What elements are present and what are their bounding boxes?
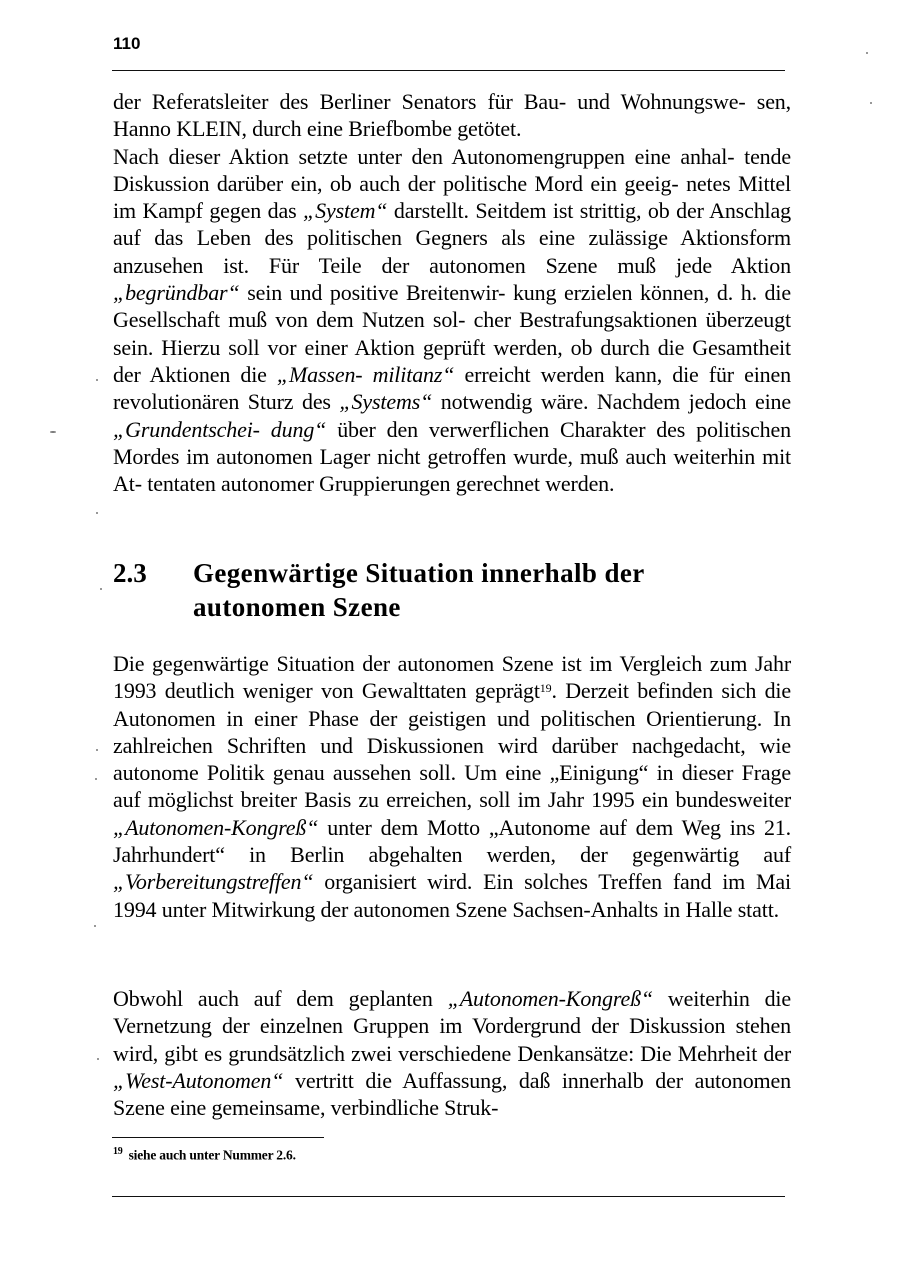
quoted-term: „Autonomen-Kongreß“	[447, 986, 654, 1011]
text-run: . Derzeit befinden sich die Autonomen in einer Phase der geistigen und politischen Orientierung. In zahlreichen Schriften und Diskussionen wird darüber nachgedacht, wie autonome Politik genau aussehen soll. Um eine „Einigung“ in dieser Frage auf möglichst breiter Basis zu erreichen, soll im Jahr 1995 ein bundesweiter	[113, 678, 791, 813]
footnote	[113, 1146, 296, 1164]
text-run: Die gegenwärtige Situation der autonomen Szene ist im Vergleich zum Jahr 1993 deutlich weniger von Gewalttaten geprägt	[113, 651, 791, 704]
text-line: strittig, ob der Anschlag auf das Leben des politischen Gegners als	[113, 198, 791, 251]
footnote-marker: 19	[113, 1146, 123, 1157]
text-run: organisiert wird. Ein solches Treffen fand im Mai 1994 unter Mitwirkung der autonomen Szene Sachsen-Anhalts in Halle statt.	[113, 869, 791, 922]
text-line: geprüft werden, ob durch die Gesamtheit der Aktionen die	[113, 334, 791, 387]
quoted-term: „Vorbereitungstreffen“	[113, 869, 314, 895]
paragraph-3	[113, 985, 791, 1121]
scan-speck	[50, 431, 56, 433]
quoted-term: „Autonomen-Kongreß“	[113, 814, 319, 840]
text-line: eine zulässige Aktionsform anzusehen ist. Für Teile der autonomen	[113, 225, 791, 278]
text-line: kung erzielen können, d. h. die Gesellschaft muß von dem Nutzen sol-	[113, 280, 791, 333]
text-line: tende Diskussion darüber ein, ob auch der politische Mord ein geeig-	[113, 143, 792, 196]
scan-speck	[100, 588, 102, 590]
scan-speck	[96, 749, 98, 751]
scan-speck	[94, 925, 96, 927]
quoted-term: dung“	[270, 416, 327, 442]
text-line: Szene muß jede Aktion	[545, 252, 792, 278]
quoted-term: „Grundentschei-	[113, 416, 260, 442]
quoted-term: „Systems“	[339, 389, 433, 415]
footnote-rule	[112, 1137, 324, 1138]
section-number: 2.3	[113, 558, 147, 588]
scan-speck	[97, 1058, 99, 1060]
text-line: erreicht werden kann, die für einen revolutionären Sturz des	[113, 361, 791, 415]
text-line: autonomen Lager nicht getroffen wurde, muß auch weiterhin mit At-	[113, 443, 791, 497]
text-line: tentaten autonomer Gruppierungen gerechnet werden.	[147, 471, 615, 497]
text-run: Obwohl auch auf dem geplanten	[113, 986, 448, 1011]
quoted-term: militanz“	[372, 361, 455, 387]
footer-rule	[112, 1196, 785, 1197]
text-line: Nach dieser Aktion setzte unter den Autonomengruppen eine anhal-	[113, 143, 735, 169]
scan-speck	[870, 102, 872, 104]
text-line: netes Mittel im Kampf gegen das	[113, 170, 791, 224]
text-line: darstellt. Seitdem ist	[387, 198, 574, 224]
footnote-reference: 19	[539, 681, 552, 696]
paragraph-1	[113, 88, 791, 497]
section-title-line: Gegenwärtige Situation innerhalb der	[193, 558, 645, 588]
page-number: 110	[113, 34, 141, 53]
section-title-line: autonomen Szene	[193, 592, 401, 622]
header-rule	[112, 70, 785, 71]
text-line: sein und positive Breitenwir-	[239, 280, 506, 306]
section-title	[193, 556, 753, 624]
scan-speck	[96, 379, 98, 381]
text-run: weiterhin die Vernetzung der einzelnen Gruppen im Vordergrund der Diskussion stehen wird, gibt es grundsätzlich zwei verschiedene Denkansätze: Die Mehrheit der	[113, 986, 791, 1066]
footnote-text: siehe auch unter Nummer 2.6.	[128, 1147, 296, 1163]
scan-speck	[866, 52, 868, 54]
text-run: vertritt die Auffassung, daß innerhalb der autonomen Szene eine gemeinsame, verbindliche Struk-	[113, 1067, 791, 1121]
text-line: cher Bestrafungsaktionen überzeugt sein. Hierzu soll vor einer Aktion	[113, 307, 791, 360]
scan-speck	[96, 512, 98, 514]
text-line: über den verwerflichen Charakter des politischen Mordes im	[113, 416, 791, 469]
paragraph-2	[113, 650, 791, 923]
quoted-term: „begründbar“	[113, 280, 240, 306]
quoted-term: „West-Autonomen“	[113, 1067, 284, 1093]
text-line: sen, Hanno KLEIN, durch eine Briefbombe getötet.	[113, 89, 792, 142]
text-line: notwendig wäre. Nachdem jedoch eine	[432, 389, 791, 415]
quoted-term: „System“	[303, 198, 388, 224]
text-line: der Referatsleiter des Berliner Senators für Bau- und Wohnungswe-	[113, 89, 746, 114]
scan-speck	[95, 778, 97, 780]
quoted-term: „Massen-	[276, 361, 363, 387]
text-run: unter dem Motto „Autonome auf dem Weg ins 21. Jahrhundert“ in Berlin abgehalten werden, der gegenwärtig auf	[113, 814, 791, 868]
